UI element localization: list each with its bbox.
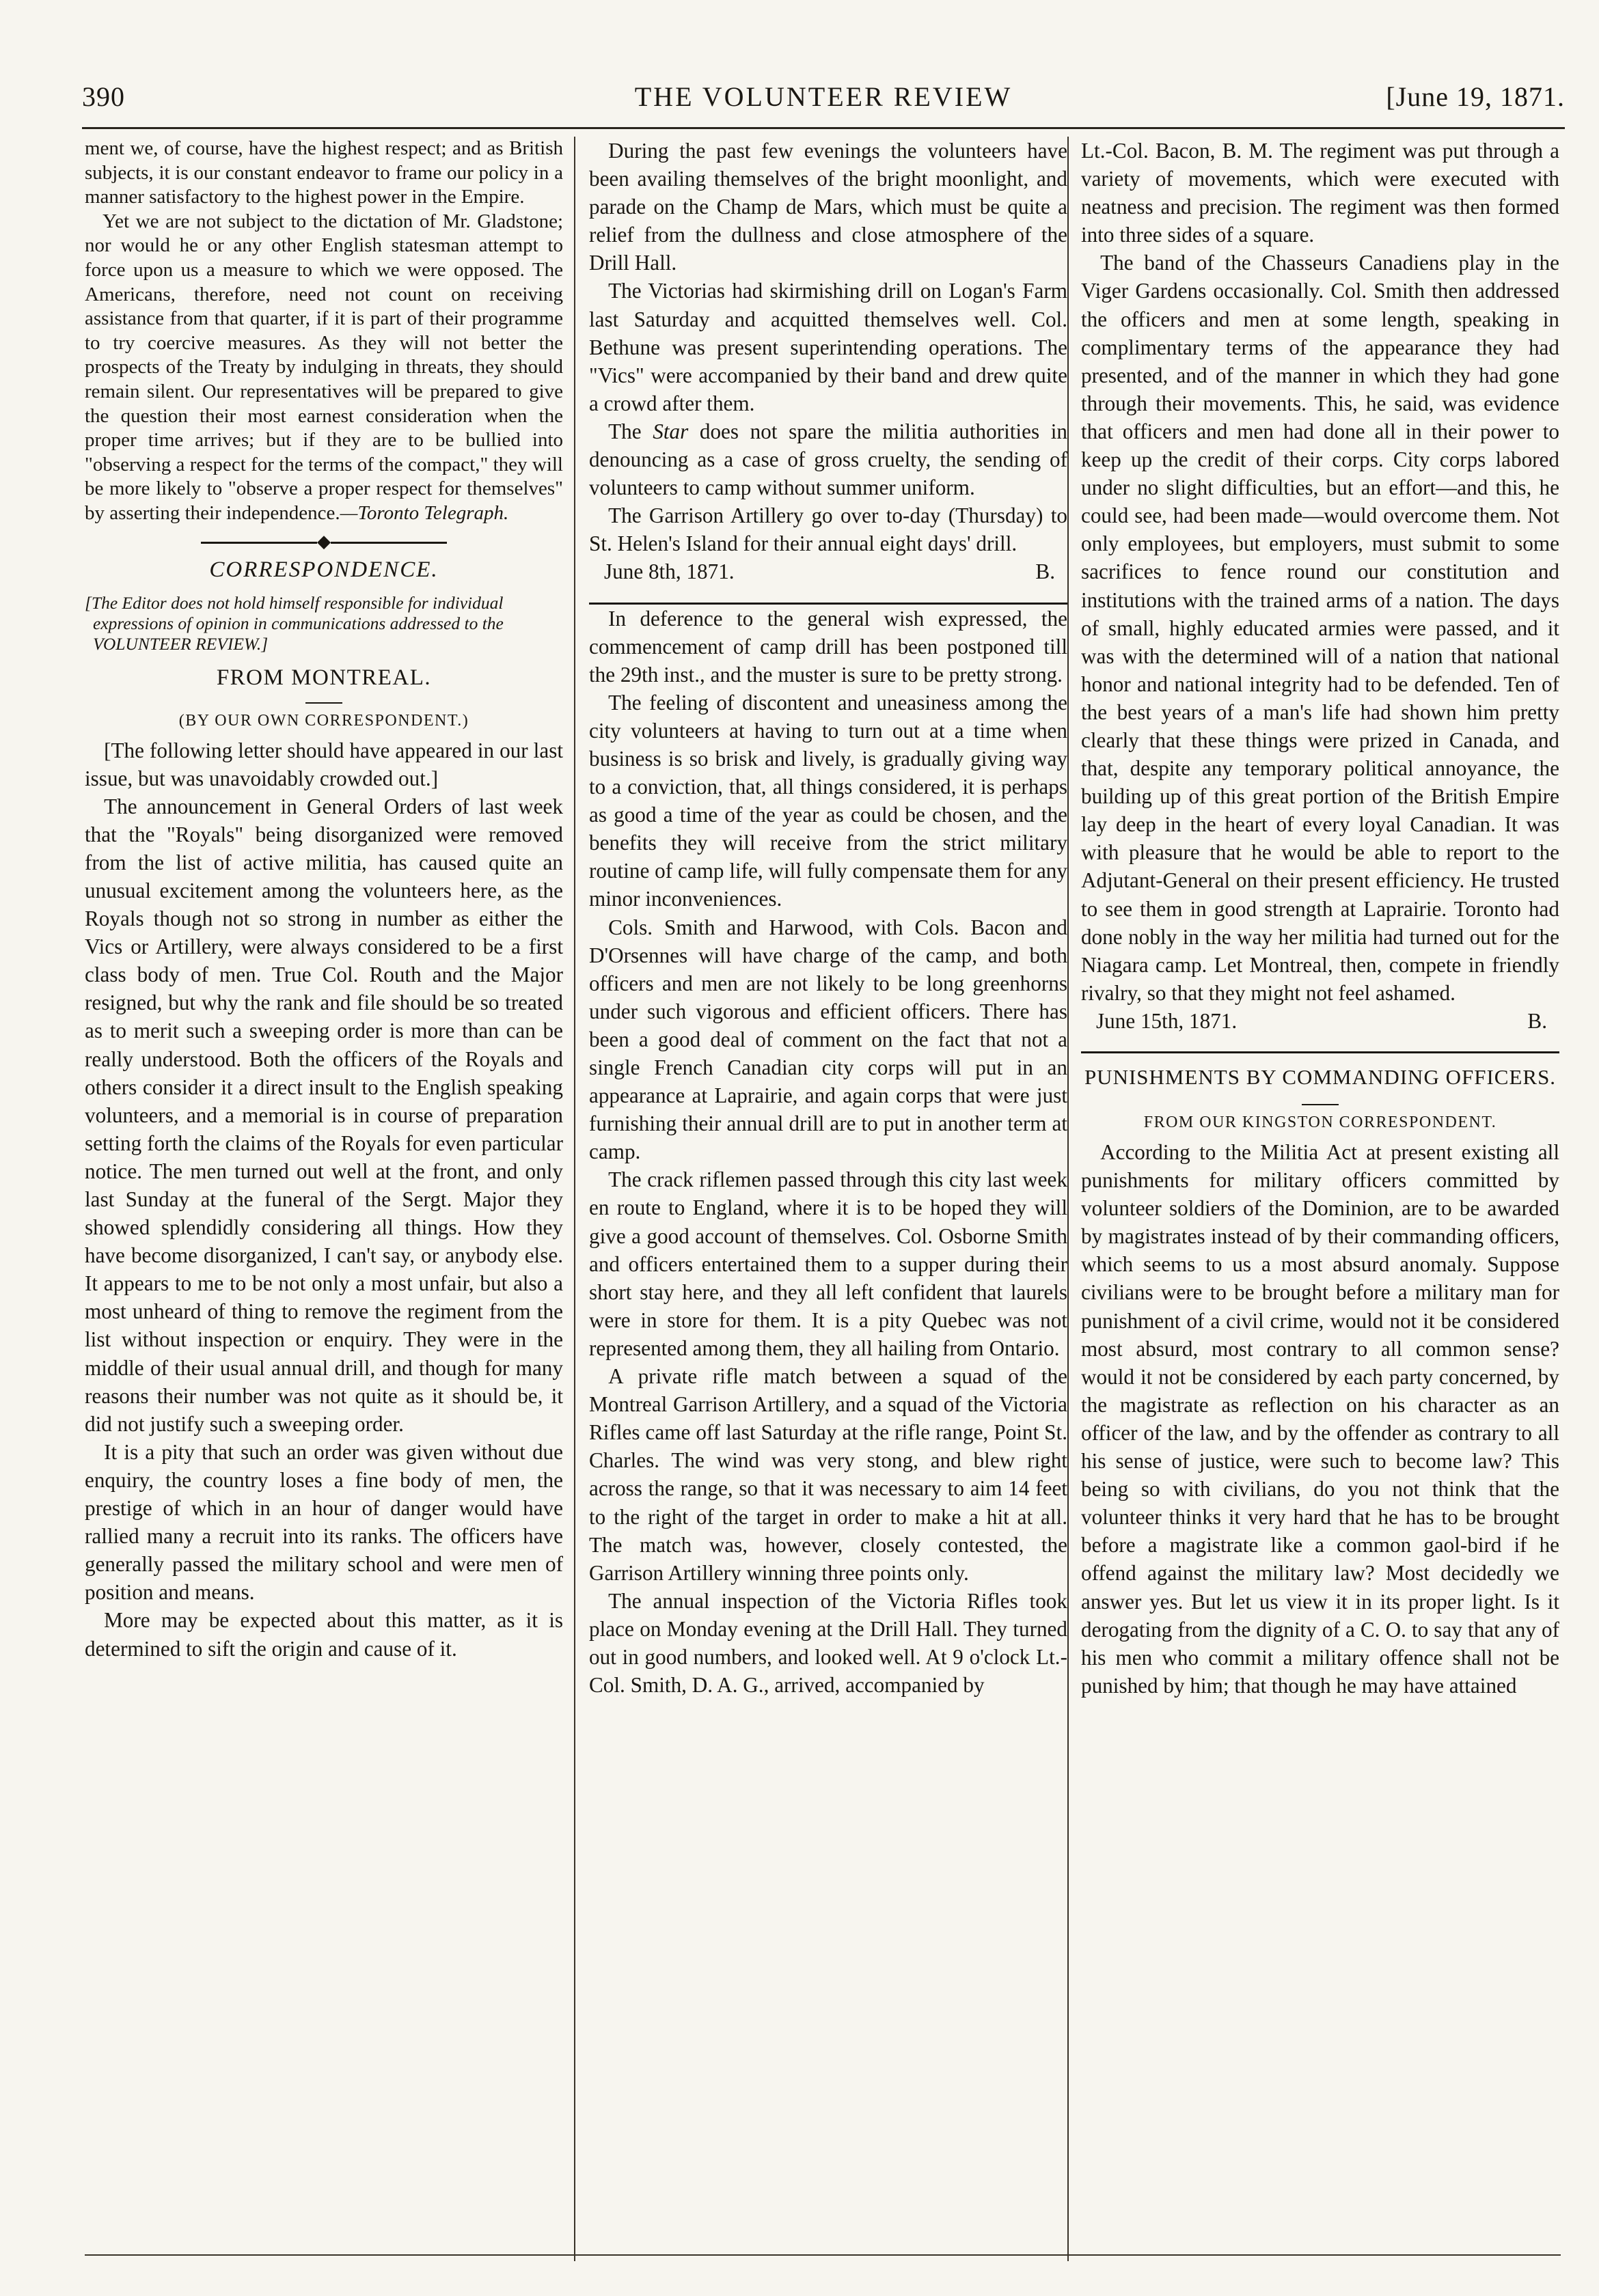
article-paragraph: The crack riflemen passed through this city last week en route to England, where it is to be hoped they will give a good account of themselves. Col. Osborne Smith and officers entertained them to a supper during their short stay here, and they all left confident that laurels were in store for them. It is a pity Quebec was not represented among them, they all hailing from Ontario. xyxy=(589,1167,1067,1360)
article-paragraph: The annual inspection of the Victoria Rifles took place on Monday evening at the Drill Hall. They turned out in good numbers, and looked well. At 9 o'clock Lt.-Col. Smith, D. A. G., arrived, accompanied by xyxy=(589,1588,1067,1698)
article-paragraph: The Victorias had skirmishing drill on Logan's Farm last Saturday and acquitted themselves well. Col. Bethune was present superintending operations. The "Vics" were accompanied by their band and drew quite a crowd after them. xyxy=(589,279,1067,415)
page-number: 390 xyxy=(82,81,125,112)
dateline-signature xyxy=(1081,1007,1559,1035)
article-paragraph: The Garrison Artillery go over to-day (Thursday) to St. Helen's Island for their annual eight days' drill. xyxy=(589,503,1067,556)
article-paragraph: The band of the Chasseurs Canadiens play in the Viger Gardens occasionally. Col. Smith then addressed the officers and men at some length, speaking in complimentary terms of the appearance they had presented, and of the manner in which they had gone through their movements. This, he said, was evidence that officers and men had done all in their power to keep up the credit of their corps. City corps labored under no slight difficulties, but an effort—and this, he could see, had been made—would overcome them. Not only employees, but employers, must submit to some sacrifices to fence round our constitution and institutions with the trained arms of a nation. The days of small, highly educated armies were passed, and it was with the determined will of a nation that national honor and national integrity had to be defended. Ten of the best years of a man's life had shown him pretty clearly that these things were prized in Canada, and that, despite any temporary political annoyance, the building up of this great portion of the British Empire lay deep in the heart of every loyal Canadian. It was with pleasure that he would be able to report to the Adjutant-General on their present efficiency. He trusted to see them in good strength at Laprairie. Toronto had done nobly in the way her militia had turned out for the Niagara camp. Let Montreal, then, compete in friendly rivalry, so that they might not feel ashamed. xyxy=(1081,251,1559,1005)
issue-date: [June 19, 1871. xyxy=(1386,81,1565,112)
article-title: FROM MONTREAL. xyxy=(216,665,432,690)
dateline: June 15th, 1871. xyxy=(1096,1008,1238,1033)
article-paragraph: Cols. Smith and Harwood, with Cols. Bacon and D'Orsennes will have charge of the camp, and both officers and men are not likely to be long greenhorns under such vigorous and efficient officers. There has been a good deal of comment on the fact that not a single French Canadian city corps will put in an appearance at Laprairie, and again corps that were just furnishing their annual drill are to put in another term at camp. xyxy=(589,915,1067,1164)
article-source: —Toronto Telegraph. xyxy=(340,501,509,524)
editor-disclaimer: [The Editor does not hold himself responsible for individual expressions of opinion in communications addressed to the VOLUNTEER REVIEW.] xyxy=(85,592,504,654)
article-paragraph: [The following letter should have appeared in our last issue, but was unavoidably crowded out.] xyxy=(85,738,563,790)
dateline: June 8th, 1871. xyxy=(604,559,735,584)
article-paragraph: According to the Militia Act at present existing all punishments for military officers committed by volunteer soldiers of the Dominion, are to be awarded by magistrates instead of by their commanding officers, which seems to us a most absurd anomaly. Suppose civilians were to be brought before a military man for punishment of a civil crime, would not it be considered most absurd, most contrary to all common sense? would it not be considered by each party concerned, by the magistrate as reflection on his character as an officer of the law, and by the offender as contrary to all his sense of justice, were such to become law? This being so with civilians, do you not think that the volunteer thinks it very hard that he has to be brought before a magistrate like a common gaol-bird if he offend against the military law? Most decidedly we answer yes. But let us view it in its proper light. Is it derogating from the dignity of a C. O. to say that any of his men who commit a military offence shall not be punished by him; that though he may have attained xyxy=(1081,1140,1559,1698)
article-paragraph: More may be expected about this matter, as it is determined to sift the origin and cause of it. xyxy=(85,1608,563,1661)
page-header xyxy=(82,81,1565,119)
column-rule-right xyxy=(1067,137,1069,2261)
newspaper-name: Star xyxy=(653,419,689,443)
article-paragraph xyxy=(85,210,563,526)
article-paragraph xyxy=(589,417,1067,501)
paragraph-text: The xyxy=(608,419,653,443)
article-paragraph: In deference to the general wish expressed, the commencement of camp drill has been postponed till the 29th inst., and the muster is sure to be pretty strong. xyxy=(589,606,1067,687)
article-paragraph: A private rifle match between a squad of the Montreal Garrison Artillery, and a squad of the Victoria Rifles came off last Saturday at the rifle range, Point St. Charles. The wind was very stong, and blew right across the range, so that it was necessary to aim 14 feet to the right of the target in order to make a hit at all. The match was, however, closely contested, the Garrison Artillery winning three points only. xyxy=(589,1364,1067,1585)
article-paragraph: The announcement in General Orders of last week that the "Royals" being disorganized were removed from the list of active militia, has caused quite an unusual excitement among the volunteers here, as the Royals though not so strong in number as either the Vics or Artillery, were always considered to be a first class body of men. True Col. Routh and the Major resigned, but why the rank and file should be so treated as to merit such a sweeping order is more than can be really understood. Both the officers of the Royals and others consider it a direct insult to the English speaking volunteers, and a memorial is in course of preparation setting forth the claims of the Royals for even particular notice. The men turned out well at the front, and only last Sunday at the funeral of the Sergt. Major they showed splendidly considering all things. How they have become disorganized, I can't say, or anybody else. It appears to me to be not only a most unfair, but also a most unheard of thing to remove the regiment from the list without inspection or enquiry. They were in the middle of their usual annual drill, and though for many reasons their number was not quite as it should be, it did not justify such a sweeping order. xyxy=(85,794,563,1436)
article-byline: FROM OUR KINGSTON CORRESPONDENT. xyxy=(1143,1114,1497,1131)
article-byline: (BY OUR OWN CORRESPONDENT.) xyxy=(178,711,469,730)
section-heading: CORRESPONDENCE. xyxy=(209,557,439,582)
article-title: PUNISHMENTS BY COMMANDING OFFICERS. xyxy=(1084,1065,1557,1089)
dateline-signature xyxy=(589,557,1067,585)
article-divider xyxy=(1081,1051,1559,1053)
author-initial: B. xyxy=(1035,559,1055,584)
paragraph-text: does not spare the militia authorities in denouncing as a case of gross cruelty, the sending of volunteers to camp without summer uniform. xyxy=(589,419,1067,500)
column-1 xyxy=(85,137,563,2275)
article-paragraph: It is a pity that such an order was given without due enquiry, the country loses a fine body of men, the prestige of which in an hour of danger would have rallied many a recruit into its ranks. The officers have generally passed the military school and were men of position and means. xyxy=(85,1439,563,1605)
column-2 xyxy=(589,137,1067,2275)
article-paragraph: The feeling of discontent and uneasiness among the city volunteers at having to turn out at a time when business is so brisk and lively, is gradually giving way to a conviction, that, all things considered, it is perhaps as good a time of the year as could be chosen, and the benefits they will receive from the strict military routine of camp life, will fully compensate them for any minor inconveniences. xyxy=(589,690,1067,911)
header-rule xyxy=(82,127,1565,129)
masthead-title: THE VOLUNTEER REVIEW xyxy=(634,81,1013,112)
paragraph-text: Yet we are not subject to the dictation of Mr. Gladstone; nor would he or any other English statesman attempt to force upon us a measure to which we were opposed. The Americans, therefore, need not count on receiving assistance from that quarter, if it is part of their programme to try coercive measures. As they will not better the prospects of the Treaty by indulging in threats, they should remain silent. Our representatives will be prepared to give the question their most earnest consideration when the proper time arrives; but if they are to be bullied into "observing a respect for the terms of the compact," they will be more likely to "observe a proper respect for themselves" by asserting their independence. xyxy=(85,210,563,524)
author-initial: B. xyxy=(1527,1008,1547,1033)
article-paragraph: Lt.-Col. Bacon, B. M. The regiment was put through a variety of movements, which were executed with neatness and precision. The regiment was then formed into three sides of a square. xyxy=(1081,139,1559,247)
footer-rule xyxy=(85,2254,1561,2256)
column-3 xyxy=(1081,137,1559,2275)
title-underline xyxy=(1081,1096,1559,1105)
article-paragraph: ment we, of course, have the highest respect; and as British subjects, it is our constant endeavor to frame our policy in a manner satisfactory to the highest power in the Empire. xyxy=(85,137,563,208)
section-divider: ◆ xyxy=(85,533,563,551)
article-paragraph: During the past few evenings the volunteers have been availing themselves of the bright moonlight, and parade on the Champ de Mars, which must be quite a relief from the dullness and close atmosphere of the Drill Hall. xyxy=(589,139,1067,275)
editorial-continuation xyxy=(85,137,563,526)
column-rule-left xyxy=(574,137,575,2261)
title-underline xyxy=(85,694,563,704)
